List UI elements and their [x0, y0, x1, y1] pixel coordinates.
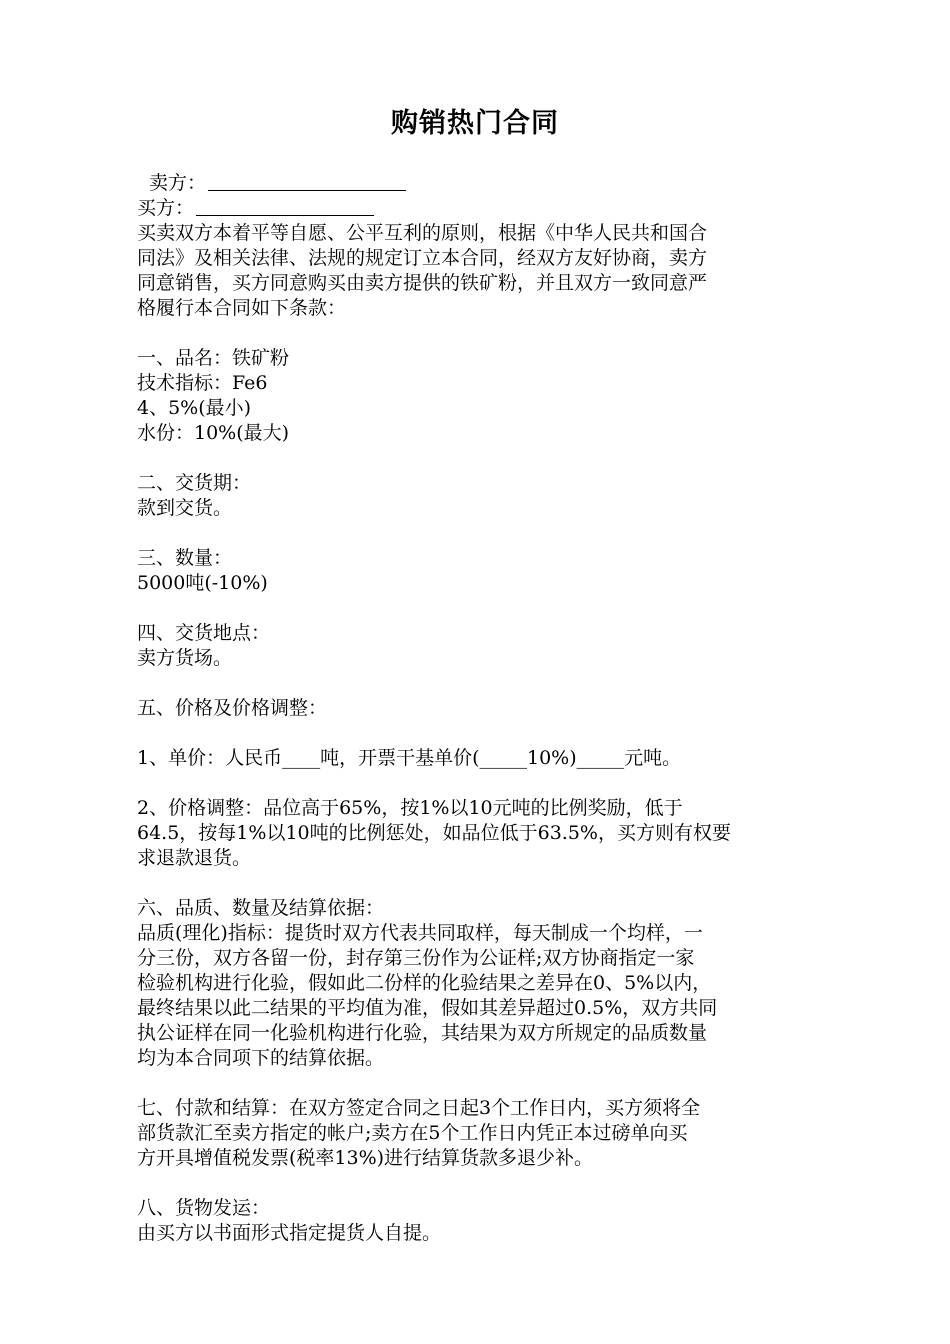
paragraph-line: 2、价格调整：品位高于65%，按1%以10元吨的比例奖励，低于: [137, 797, 683, 819]
section-heading: 二、交货期：: [137, 472, 252, 494]
paragraph-line: 买卖双方本着平等自愿、公平互利的原则，根据《中华人民共和国合: [137, 222, 708, 244]
blank-line: [137, 446, 817, 471]
document-body: [137, 171, 817, 1246]
seller-label: 卖方：: [149, 172, 207, 194]
section-heading: 八、货物发运：: [137, 1197, 271, 1219]
paragraph-line: 均为本合同项下的结算依据。: [137, 1047, 385, 1069]
blank-line: [137, 321, 817, 346]
paragraph-line: 七、付款和结算：在双方签定合同之日起3个工作日内，买方须将全: [137, 1097, 701, 1119]
paragraph-line: 1、单价：人民币____吨，开票干基单价(_____10%)_____元吨。: [137, 747, 682, 769]
seller-line: [137, 171, 817, 196]
paragraph-line: 方开具增值税发票(税率13%)进行结算货款多退少补。: [137, 1147, 594, 1169]
blank-line: [137, 671, 817, 696]
section-heading: 六、品质、数量及结算依据：: [137, 897, 385, 919]
paragraph-line: 求退款退货。: [137, 847, 252, 869]
section-heading: 一、品名：铁矿粉: [137, 347, 290, 369]
paragraph-line: 品质(理化)指标：提货时双方代表共同取样，每天制成一个均样，一: [137, 922, 703, 944]
section-heading: 四、交货地点：: [137, 622, 271, 644]
paragraph-line: 同意销售，买方同意购买由卖方提供的铁矿粉，并且双方一致同意严: [137, 272, 708, 294]
paragraph-line: 水份：10%(最大): [137, 422, 290, 444]
section-heading: 三、数量：: [137, 547, 233, 569]
seller-blank: [208, 171, 406, 191]
blank-line: [137, 721, 817, 746]
paragraph-line: 格履行本合同如下条款：: [137, 297, 347, 319]
paragraph-line: 部货款汇至卖方指定的帐户;卖方在5个工作日内凭正本过磅单向买: [137, 1122, 688, 1144]
blank-line: [137, 771, 817, 796]
paragraph-line: 款到交货。: [137, 497, 233, 519]
buyer-label: 买方：: [137, 197, 195, 219]
section-heading: 五、价格及价格调整：: [137, 697, 328, 719]
blank-line: [137, 596, 817, 621]
paragraph-line: 卖方货场。: [137, 647, 233, 669]
paragraph-line: 64.5，按每1%以10吨的比例惩处，如品位低于63.5%，买方则有权要: [137, 822, 731, 844]
paragraph-line: 最终结果以此二结果的平均值为准，假如其差异超过0.5%，双方共同: [137, 997, 718, 1019]
paragraph-line: 由买方以书面形式指定提货人自提。: [137, 1222, 442, 1244]
paragraph-line: 5000吨(-10%): [137, 572, 268, 594]
paragraph-line: 执公证样在同一化验机构进行化验，其结果为双方所规定的品质数量: [137, 1022, 708, 1044]
paragraph-line: 技术指标：Fe6: [137, 372, 268, 394]
paragraph-line: 4、5%(最小): [137, 397, 252, 419]
document-title: 购销热门合同: [391, 108, 559, 139]
blank-line: [137, 521, 817, 546]
paragraph-line: 分三份，双方各留一份，封存第三份作为公证样;双方协商指定一家: [137, 947, 695, 969]
buyer-line: [137, 196, 817, 221]
blank-line: [137, 1071, 817, 1096]
buyer-blank: [196, 196, 374, 216]
blank-line: [137, 1171, 817, 1196]
paragraph-line: 检验机构进行化验，假如此二份样的化验结果之差异在0、5%以内，: [137, 972, 712, 994]
blank-line: [137, 871, 817, 896]
paragraph-line: 同法》及相关法律、法规的规定订立本合同，经双方友好协商，卖方: [137, 247, 708, 269]
